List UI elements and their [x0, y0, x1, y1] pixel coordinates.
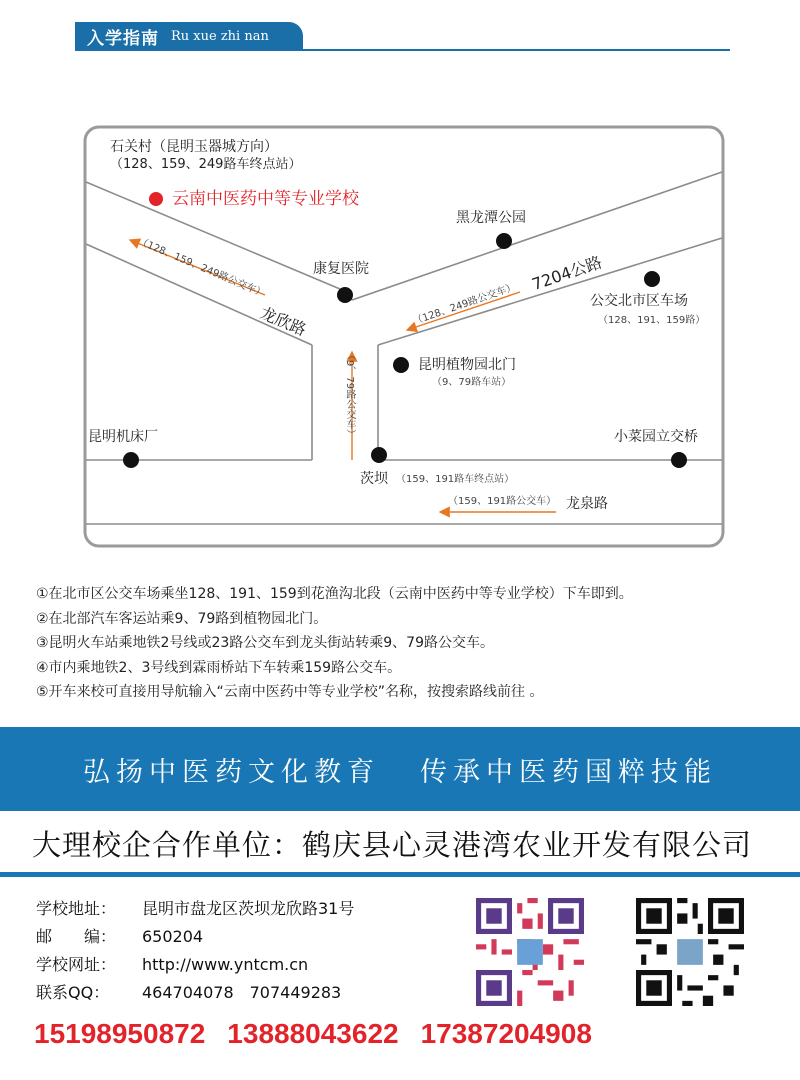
school-dot: [149, 192, 163, 206]
slogan-band: [0, 727, 800, 811]
contact-address: [36, 895, 354, 923]
direction-item: ④市内乘地铁2、3号线到霖雨桥站下车转乘159路公交车。: [36, 659, 402, 676]
label-shiguancun: 石关村（昆明玉器城方向）: [110, 139, 278, 155]
address-value: 昆明市盘龙区茨坝龙欣路31号: [142, 899, 355, 918]
header-subtitle: Ru xue zhi nan: [171, 28, 269, 44]
direction-item: ③昆明火车站乘地铁2号线或23路公交车到龙头街站转乘9、79路公交车。: [36, 635, 494, 651]
slogan-left: 弘扬中医药文化教育: [83, 756, 380, 788]
qq-value: 464704078 707449283: [142, 983, 342, 1002]
phone-number[interactable]: 13888043622: [227, 1018, 399, 1049]
zip-label: 邮 编：: [36, 927, 117, 946]
separator-bar: [0, 872, 800, 877]
heilongtan-dot: [496, 233, 512, 249]
label-chaba-bus: （159、191路车终点站）: [396, 474, 515, 485]
machine-factory-dot: [123, 452, 139, 468]
label-route-2: （128、249路公交车）: [411, 281, 518, 328]
label-kangfu: 康复医院: [313, 261, 369, 277]
chaba-dot: [371, 447, 387, 463]
zip-value: 650204: [142, 927, 204, 946]
address-label: 学校地址：: [36, 899, 117, 918]
web-value[interactable]: http://www.yntcm.cn: [142, 955, 309, 974]
contact-web: [36, 951, 354, 979]
label-botanical: 昆明植物园北门: [418, 357, 516, 373]
label-road-longquan: 龙泉路: [566, 496, 608, 512]
partner-line: 大理校企合作单位：鹤庆县心灵港湾农业开发有限公司: [32, 828, 753, 862]
label-chaba: 茨坝: [360, 471, 388, 487]
label-route-1: （128、159、249路公交车）: [136, 236, 267, 300]
label-school: 云南中医药中等专业学校: [172, 189, 359, 209]
web-label: 学校网址：: [36, 955, 117, 974]
label-machine-factory: 昆明机床厂: [88, 429, 158, 445]
wechat-qr-code-icon: [476, 898, 584, 1006]
contact-info: [36, 895, 354, 1007]
label-route-3: （9、79路公交车）: [344, 350, 355, 440]
kangfu-dot: [337, 287, 353, 303]
contact-zip: [36, 923, 354, 951]
label-road-7204: 7204公路: [529, 252, 605, 295]
direction-item: ②在北部汽车客运站乘9、79路到植物园北门。: [36, 610, 328, 627]
website-qr-code-icon: [636, 898, 744, 1006]
botanical-dot: [393, 357, 409, 373]
direction-item: ⑤开车来校可直接用导航输入“云南中医药中等专业学校”名称，按搜索路线前往 。: [36, 684, 544, 700]
header-title: 入学指南: [87, 28, 159, 49]
phone-numbers: [34, 1018, 592, 1050]
label-bus-depot: 公交北市区车场: [590, 293, 688, 309]
qq-label: 联系QQ：: [36, 983, 110, 1002]
label-botanical-bus: （9、79路车站）: [432, 377, 512, 388]
phone-number[interactable]: 17387204908: [420, 1018, 592, 1049]
contact-qq: [36, 979, 354, 1007]
phone-number[interactable]: 15198950872: [34, 1018, 206, 1049]
label-route-4: （159、191路公交车）: [448, 496, 557, 507]
label-road-longxin: 龙欣路: [257, 303, 309, 340]
label-shiguancun-bus: （128、159、249路车终点站）: [110, 157, 302, 172]
map-roads: [86, 172, 722, 524]
slogan: [83, 750, 717, 789]
bus-depot-dot: [644, 271, 660, 287]
slogan-right: 传承中医药国粹技能: [420, 756, 717, 788]
map-route-arrows: [130, 240, 556, 512]
direction-item: ①在北市区公交车场乘坐128、191、159到花渔沟北段（云南中医药中等专业学校）下车即到。: [36, 586, 633, 602]
label-xiaocaiyuan: 小菜园立交桥: [614, 429, 698, 445]
label-heilongtan: 黑龙潭公园: [456, 210, 526, 226]
label-bus-depot-bus: （128、191、159路）: [598, 315, 706, 326]
xiaocaiyuan-dot: [671, 452, 687, 468]
directions-list: [36, 582, 796, 705]
